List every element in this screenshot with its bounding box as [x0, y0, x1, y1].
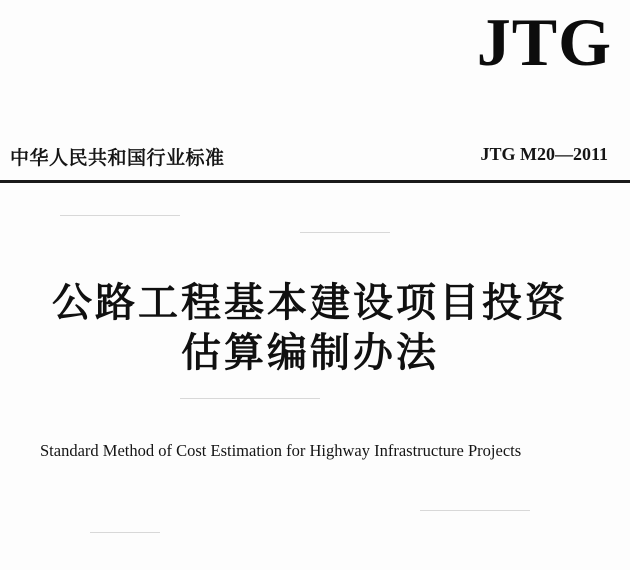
scan-noise	[90, 532, 160, 533]
scan-noise	[300, 232, 390, 233]
standard-code: JTG M20—2011	[480, 144, 608, 164]
header-divider	[0, 180, 630, 183]
chinese-title-line-1: 公路工程基本建设项目投资	[52, 280, 568, 326]
brand-mark: JTG	[476, 4, 612, 80]
industry-standard-label: 中华人民共和国行业标准	[10, 147, 225, 169]
english-title: Standard Method of Cost Estimation for Highway Infrastructure Projects	[40, 441, 522, 460]
chinese-title	[30, 278, 590, 378]
scan-noise	[60, 215, 180, 216]
chinese-title-line-2: 估算编制办法	[181, 330, 439, 376]
scan-noise	[420, 510, 530, 511]
scan-noise	[180, 398, 320, 399]
